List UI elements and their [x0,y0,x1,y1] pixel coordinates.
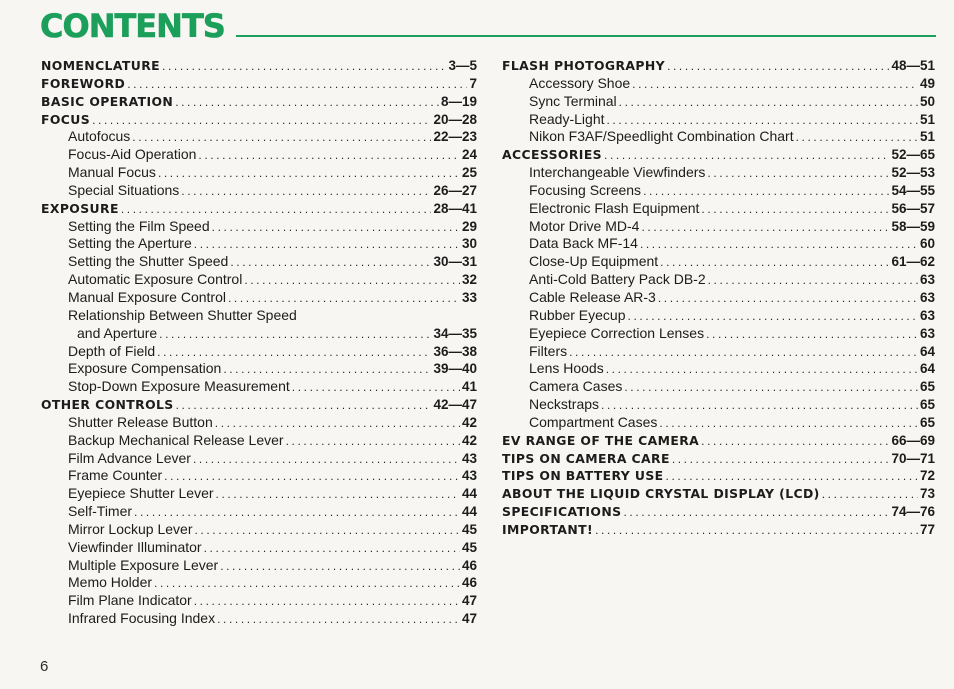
toc-entry-pages: 63 [919,307,935,323]
toc-entry [41,128,477,146]
toc-entry-pages: 25 [461,165,477,181]
dot-leader [220,558,460,575]
toc-entry-title: ABOUT THE LIQUID CRYSTAL DISPLAY (LCD) [502,486,820,502]
toc-entry-title: TIPS ON CAMERA CARE [502,450,670,466]
toc-entry-pages: 70—71 [891,450,935,466]
toc-section-entry [41,111,477,129]
toc-entry-title: Viewfinder Illuminator [68,538,202,555]
toc-entry [502,289,935,307]
toc-entry [41,485,477,503]
toc-entry-pages: 22—23 [433,129,477,145]
toc-entry-title: SPECIFICATIONS [502,504,622,520]
toc-entry-pages: 72 [919,468,935,484]
toc-section-entry [502,503,935,521]
dot-leader [286,433,460,450]
toc-entry-title: Ready-Light [529,110,605,127]
toc-entry-title: Manual Focus [68,164,156,181]
toc-entry-title: Frame Counter [68,467,163,484]
toc-entry [502,307,935,325]
toc-entry-title: Special Situations [68,181,180,198]
toc-entry-title: BASIC OPERATION [41,93,174,109]
toc-entry-pages: 65 [919,414,935,430]
toc-entry [41,218,477,236]
toc-entry-pages: 24 [461,147,477,163]
toc-entry-pages: 3—5 [448,58,477,73]
dot-leader [666,468,918,485]
toc-entry-pages: 42 [461,432,477,448]
page-header [40,8,936,48]
dot-leader [641,219,889,236]
toc-entry-pages: 46 [461,575,477,591]
dot-leader [569,344,918,361]
dot-leader [204,540,460,557]
toc-entry-title: Exposure Compensation [68,360,222,377]
toc-entry [41,450,477,468]
toc-entry-pages: 73 [919,486,935,502]
toc-entry-title: Interchangeable Viewfinders [529,164,706,181]
toc-entry-pages: 34—35 [433,325,477,341]
toc-entry-pages: 41 [461,379,477,395]
toc-entry [41,146,477,164]
toc-entry-title: Self-Timer [68,503,133,520]
dot-leader [127,76,467,93]
toc-entry-pages: 43 [461,450,477,466]
toc-entry-pages: 7 [469,75,477,91]
toc-entry-title: Depth of Field [68,342,156,359]
toc-entry-title: Shutter Release Button [68,413,213,430]
dot-leader [154,575,460,592]
toc-entry-title: FOREWORD [41,75,126,91]
toc-entry-pages: 42 [461,414,477,430]
toc-entry [41,164,477,182]
toc-entry-pages: 39—40 [433,361,477,377]
toc-entry-title: Backup Mechanical Release Lever [68,431,284,448]
toc-entry [502,343,935,361]
toc-entry-title: Focus-Aid Operation [68,146,197,163]
dot-leader [198,147,460,164]
toc-section-entry [502,521,935,539]
toc-entry [41,235,477,253]
page-number: 6 [40,658,49,675]
dot-leader [640,236,918,253]
toc-entry-pages: 47 [461,593,477,609]
toc-entry-title: Cable Release AR-3 [529,288,656,305]
toc-section-entry [41,75,477,93]
toc-entry-pages: 64 [919,343,935,359]
toc-entry-title: Lens Hoods [529,360,604,377]
toc-entry-title: Close-Up Equipment [529,253,659,270]
toc-entry-title: Setting the Film Speed [68,217,210,234]
toc-section-entry [41,200,477,218]
dot-leader [132,129,431,146]
toc-entry [41,432,477,450]
toc-entry-pages: 65 [919,397,935,413]
toc-entry-title: Setting the Aperture [68,235,192,252]
toc-entry-pages: 46 [461,557,477,573]
dot-leader [193,451,460,468]
toc-entry-pages: 60 [919,236,935,252]
toc-entry-title: FOCUS [41,111,91,127]
toc-entry-title: Focusing Screens [529,181,642,198]
dot-leader [606,361,918,378]
dot-leader [658,290,918,307]
toc-entry-pages: 43 [461,468,477,484]
toc-entry [41,610,477,628]
toc-entry-title: and Aperture [77,324,158,341]
page-title: CONTENTS [40,7,225,45]
toc-entry [41,378,477,396]
toc-entry-title: Multiple Exposure Lever [68,556,219,573]
toc-entry-title: Filters [529,342,568,359]
toc-entry-pages: 54—55 [891,182,935,198]
toc-entry-title: Setting the Shutter Speed [68,253,229,270]
toc-entry-pages: 52—65 [891,147,935,163]
dot-leader [707,165,889,182]
toc-section-entry [502,57,935,75]
dot-leader [162,58,446,75]
toc-entry-pages: 64 [919,361,935,377]
toc-entry-title: Infrared Focusing Index [68,610,216,627]
dot-leader [228,290,460,307]
toc-entry-title: Eyepiece Correction Lenses [529,324,705,341]
toc-entry-pages: 47 [461,611,477,627]
toc-entry [41,182,477,200]
toc-entry-pages: 44 [461,486,477,502]
dot-leader [643,183,889,200]
toc-entry [41,592,477,610]
toc-section-entry [502,485,935,503]
dot-leader [619,94,918,111]
dot-leader [223,361,431,378]
toc-entry-title: Rubber Eyecup [529,306,626,323]
toc-entry-title: Sync Terminal [529,92,617,109]
toc-entry-title: Anti-Cold Battery Pack DB-2 [529,271,706,288]
dot-leader [92,112,431,129]
dot-leader [624,379,918,396]
toc-entry-title: Eyepiece Shutter Lever [68,485,214,502]
toc-entry-title: Mirror Lockup Lever [68,520,193,537]
toc-entry [502,360,935,378]
dot-leader [706,326,918,343]
dot-leader [701,201,889,218]
toc-entry [41,325,477,343]
toc-entry-pages: 61—62 [891,254,935,270]
dot-leader [194,593,460,610]
toc-entry-title: OTHER CONTROLS [41,397,174,413]
toc-entry-pages: 50 [919,93,935,109]
toc-section-entry [41,93,477,111]
toc-entry [502,253,935,271]
toc-right-column [502,57,935,539]
toc-entry-pages: 51 [919,129,935,145]
toc-entry-title: Accessory Shoe [529,74,631,91]
toc-entry-pages: 36—38 [433,343,477,359]
toc-section-entry [502,467,935,485]
dot-leader [667,58,889,75]
toc-entry-title: Data Back MF-14 [529,235,638,252]
dot-leader [134,504,460,521]
dot-leader [244,272,460,289]
dot-leader [701,433,889,450]
dot-leader [217,611,460,628]
toc-entry-pages: 45 [461,539,477,555]
toc-entry-pages: 20—28 [433,111,477,127]
dot-leader [660,254,889,271]
toc-entry-pages: 30 [461,236,477,252]
toc-entry-title: Automatic Exposure Control [68,271,243,288]
toc-entry [502,325,935,343]
toc-entry [502,378,935,396]
toc-entry-pages: 66—69 [891,432,935,448]
dot-leader [672,451,890,468]
toc-entry-title: IMPORTANT! [502,521,594,537]
toc-entry-pages: 77 [919,521,935,537]
toc-left-column [41,57,477,628]
toc-entry-pages: 26—27 [433,182,477,198]
toc-section-entry [502,432,935,450]
toc-entry-title: ACCESSORIES [502,147,603,163]
toc-entry-title: FLASH PHOTOGRAPHY [502,58,666,73]
toc-entry [41,539,477,557]
dot-leader [194,236,460,253]
toc-entry-pages: 63 [919,272,935,288]
dot-leader [215,415,460,432]
toc-entry [41,574,477,592]
dot-leader [176,397,432,414]
toc-entry-pages: 51 [919,111,935,127]
dot-leader [157,344,431,361]
toc-entry [502,414,935,432]
toc-entry-title: Relationship Between Shutter Speed [68,306,297,323]
toc-entry-title: Stop-Down Exposure Measurement [68,378,290,395]
toc-entry-pages: 45 [461,521,477,537]
dot-leader [164,468,460,485]
toc-entry-pages: 32 [461,272,477,288]
toc-entry-pages: 42—47 [433,397,477,413]
toc-entry-title: TIPS ON BATTERY USE [502,468,664,484]
toc-entry [41,271,477,289]
toc-entry-pages: 30—31 [433,254,477,270]
toc-entry-pages: 63 [919,325,935,341]
title-rule [236,35,936,37]
toc-entry-title: Memo Holder [68,574,153,591]
toc-section-entry [41,396,477,414]
toc-entry-title: Motor Drive MD-4 [529,217,640,234]
toc-entry [502,271,935,289]
toc-entry [41,557,477,575]
toc-entry-pages: 49 [919,75,935,91]
toc-entry-title: Autofocus [68,128,131,145]
toc-entry [502,200,935,218]
dot-leader [822,486,918,503]
toc-entry-pages: 48—51 [891,58,935,73]
toc-entry [41,253,477,271]
toc-entry-title: Neckstraps [529,396,600,413]
toc-entry [502,93,935,111]
toc-entry-title: Electronic Flash Equipment [529,199,700,216]
dot-leader [796,129,918,146]
toc-entry-title: Compartment Cases [529,413,658,430]
toc-entry [41,521,477,539]
toc-entry-title: Film Advance Lever [68,449,191,466]
toc-entry-pages: 8—19 [440,93,477,109]
toc-entry [502,218,935,236]
dot-leader [181,183,431,200]
dot-leader [195,522,460,539]
dot-leader [121,201,432,218]
dot-leader [158,165,460,182]
dot-leader [659,415,918,432]
toc-entry-title: Camera Cases [529,378,623,395]
toc-entry [41,343,477,361]
toc-entry [502,164,935,182]
toc-entry-title: EXPOSURE [41,200,119,216]
dot-leader [708,272,918,289]
toc-entry [41,307,477,325]
dot-leader [601,397,918,414]
dot-leader [230,254,431,271]
dot-leader [159,326,431,343]
toc-entry [502,75,935,93]
toc-entry-pages: 33 [461,289,477,305]
toc-entry-pages: 74—76 [891,504,935,520]
dot-leader [292,379,460,396]
dot-leader [212,219,460,236]
toc-entry [502,396,935,414]
toc-entry [41,467,477,485]
toc-entry [502,128,935,146]
dot-leader [216,486,460,503]
toc-entry-pages: 44 [461,504,477,520]
toc-entry-title: Nikon F3AF/Speedlight Combination Chart [529,128,794,145]
toc-entry-pages: 29 [461,218,477,234]
toc-entry-title: EV RANGE OF THE CAMERA [502,432,700,448]
toc-entry [41,289,477,307]
toc-entry [41,414,477,432]
toc-section-entry [41,57,477,75]
toc-entry-pages: 56—57 [891,200,935,216]
toc-entry-pages: 28—41 [433,200,477,216]
dot-leader [623,504,889,521]
toc-entry-title: Film Plane Indicator [68,592,192,609]
toc-entry-pages: 58—59 [891,218,935,234]
toc-section-entry [502,146,935,164]
toc-entry-title: Manual Exposure Control [68,288,226,305]
toc-entry [502,235,935,253]
toc-entry [502,182,935,200]
dot-leader [607,112,918,129]
dot-leader [595,522,918,539]
toc-entry [41,360,477,378]
dot-leader [604,147,889,164]
dot-leader [632,76,918,93]
toc-entry-title: NOMENCLATURE [41,58,161,73]
toc-entry-pages: 65 [919,379,935,395]
toc-section-entry [502,450,935,468]
dot-leader [175,94,439,111]
toc-entry [502,111,935,129]
toc-entry-pages: 63 [919,289,935,305]
toc-entry-pages: 52—53 [891,165,935,181]
dot-leader [628,308,918,325]
toc-entry [41,503,477,521]
